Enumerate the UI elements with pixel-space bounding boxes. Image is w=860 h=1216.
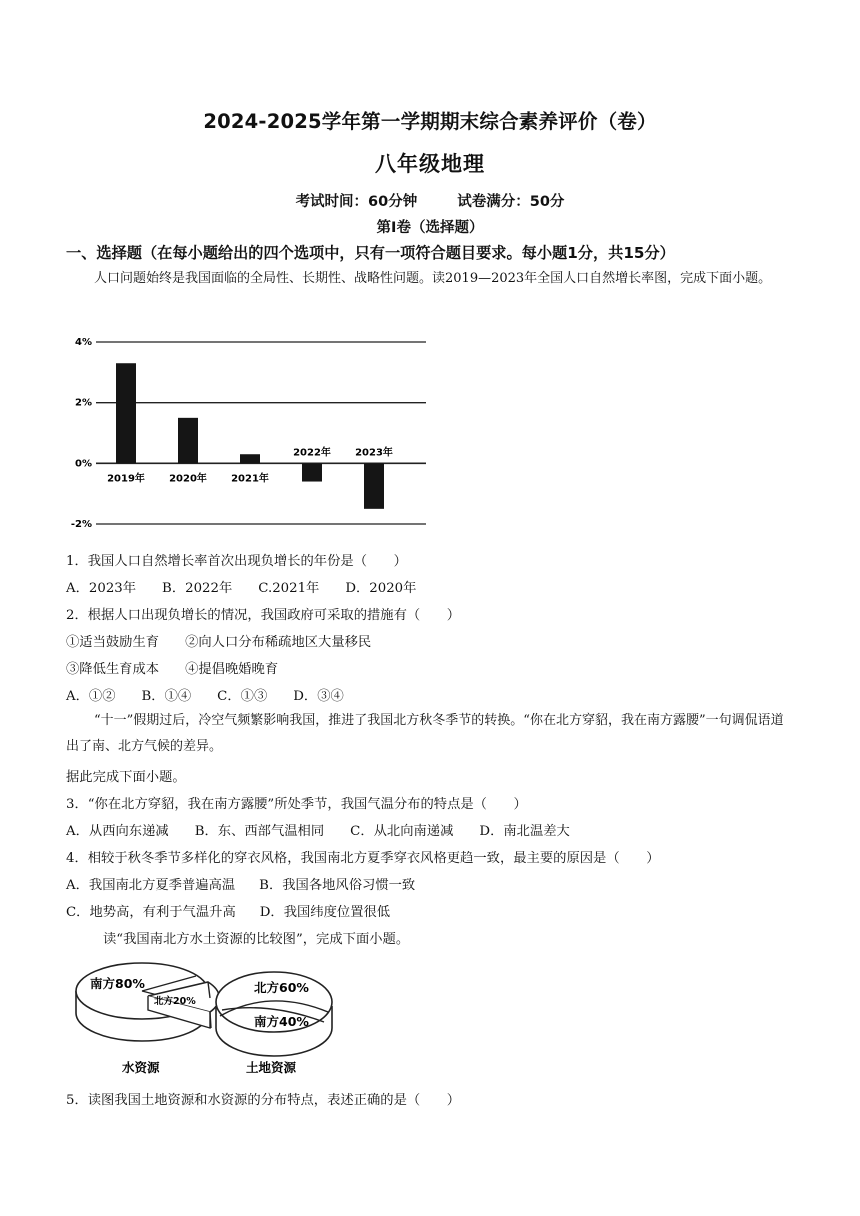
volume-heading: 第Ⅰ卷（选择题）: [376, 220, 484, 236]
q2-item-4: ④提倡晚婚晚育: [185, 662, 279, 677]
question-1-options: [66, 577, 442, 596]
land-south-label: 南方40%: [254, 1014, 309, 1029]
q4-option-d[interactable]: D．我国纬度位置很低: [259, 905, 391, 920]
water-south-label: 南方80%: [90, 976, 145, 991]
x-category-label: 2019年: [107, 473, 145, 485]
water-caption: 水资源: [122, 1060, 160, 1075]
q2-item-3: ③降低生育成本: [66, 662, 160, 677]
y-tick-label: 0%: [75, 458, 92, 470]
population-growth-chart: [66, 328, 436, 538]
bar: [116, 363, 136, 463]
climate-passage-tail: 据此完成下面小题。: [66, 770, 186, 785]
bar: [240, 454, 260, 463]
exam-title: 2024-2025学年第一学期期末综合素养评价（卷）: [203, 110, 657, 133]
water-resource-pie: [76, 963, 219, 1041]
q3-option-a[interactable]: A．从西向东递减: [66, 824, 169, 839]
question-4-options-row1: [66, 874, 439, 893]
bar: [178, 418, 198, 464]
question-1-stem: 1．我国人口自然增长率首次出现负增长的年份是（ ）: [66, 554, 407, 569]
land-caption: 土地资源: [246, 1060, 297, 1075]
q4-option-a[interactable]: A．我国南北方夏季普遍高温: [66, 878, 236, 893]
question-4-stem: 4．相较于秋冬季节多样化的穿衣风格，我国南北方夏季穿衣风格更趋一致，最主要的原因是（ ）: [66, 851, 660, 866]
y-tick-label: 2%: [75, 397, 92, 409]
bar: [364, 463, 384, 509]
x-category-label: 2023年: [355, 447, 393, 459]
q2-item-1: ①适当鼓励生育: [66, 635, 160, 650]
question-3-stem: 3．“你在北方穿貂，我在南方露腰”所处季节，我国气温分布的特点是（ ）: [66, 797, 527, 812]
exam-time: 考试时间：60分钟: [295, 194, 418, 210]
question-2-stem: 2．根据人口出现负增长的情况，我国政府可采取的措施有（ ）: [66, 608, 461, 623]
climate-passage: “十一”假期过后，冷空气频繁影响我国，推进了我国北方秋冬季节的转换。“你在北方穿貂，我在南方露腰”一句调侃语道出了南、北方气候的差异。: [66, 713, 784, 754]
question-2-items-row2: [66, 658, 304, 677]
q2-item-2: ②向人口分布稀疏地区大量移民: [185, 635, 372, 650]
population-intro: 人口问题始终是我国面临的全局性、长期性、战略性问题。读2019—2023年全国人口自然增长率图，完成下面小题。: [94, 271, 772, 286]
question-5-stem: 5．读图我国土地资源和水资源的分布特点，表述正确的是（ ）: [66, 1093, 461, 1108]
resource-comparison-figure: [70, 958, 350, 1080]
question-4-options-row2: [66, 901, 414, 920]
y-tick-label: 4%: [75, 337, 92, 348]
q1-option-a[interactable]: A．2023年: [66, 581, 137, 596]
question-2-items-row1: [66, 631, 397, 650]
land-north-label: 北方60%: [254, 980, 309, 995]
x-category-label: 2022年: [293, 447, 331, 459]
question-2-options: [66, 685, 370, 704]
x-category-label: 2020年: [169, 473, 207, 485]
q2-option-b[interactable]: B．①④: [141, 689, 192, 704]
q3-option-d[interactable]: D．南北温差大: [479, 824, 570, 839]
q1-option-b[interactable]: B．2022年: [162, 581, 233, 596]
section-heading: 一、选择题（在每小题给出的四个选项中，只有一项符合题目要求。每小题1分，共15分）: [66, 244, 675, 262]
exam-meta: [0, 190, 860, 211]
q3-option-c[interactable]: C．从北向南递减: [350, 824, 454, 839]
water-north-label: 北方20%: [154, 996, 196, 1007]
q1-option-c[interactable]: C.2021年: [258, 581, 320, 596]
q1-option-d[interactable]: D．2020年: [345, 581, 417, 596]
q2-option-c[interactable]: C．①③: [217, 689, 268, 704]
exam-subject: 八年级地理: [375, 152, 485, 176]
q2-option-a[interactable]: A．①②: [66, 689, 116, 704]
resource-passage: 读“我国南北方水土资源的比较图”，完成下面小题。: [103, 932, 410, 947]
q4-option-c[interactable]: C．地势高，有利于气温升高: [66, 905, 236, 920]
q4-option-b[interactable]: B．我国各地风俗习惯一致: [259, 878, 416, 893]
y-tick-label: -2%: [70, 519, 92, 530]
bar: [302, 463, 322, 481]
question-3-options: [66, 820, 596, 839]
full-score: 试卷满分：50分: [457, 194, 565, 210]
q3-option-b[interactable]: B．东、西部气温相同: [194, 824, 325, 839]
x-category-label: 2021年: [231, 473, 269, 485]
q2-option-d[interactable]: D．③④: [293, 689, 344, 704]
